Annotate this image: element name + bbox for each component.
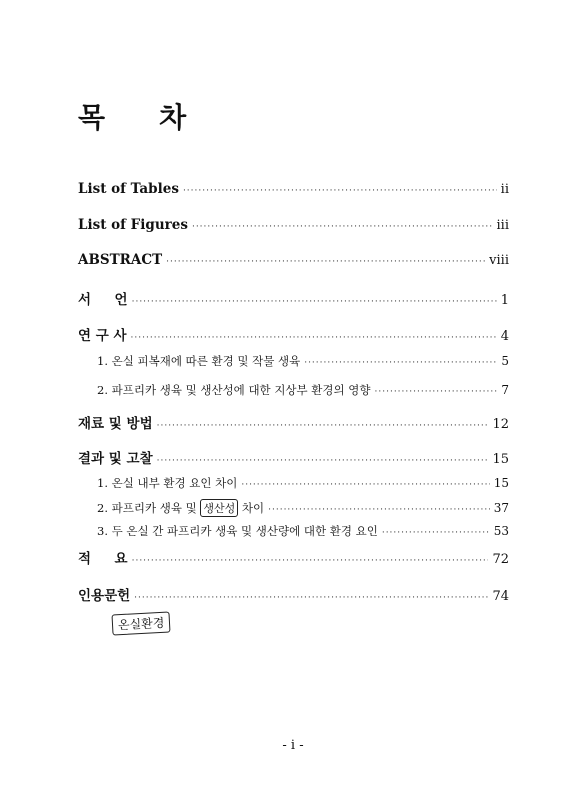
handwritten-note: 온실환경 <box>111 611 170 635</box>
toc-entry-label: 3. 두 온실 간 파프리카 생육 및 생산량에 대한 환경 요인 <box>97 524 378 538</box>
page-number-footer: - i - <box>282 738 304 753</box>
toc-entry-label-suffix: 차이 <box>238 501 265 515</box>
toc-entry-label-prefix: 2. 파프리카 생육 및 <box>97 501 201 515</box>
toc-entry-page: 7 <box>501 383 509 397</box>
dot-leader <box>304 358 497 368</box>
toc-entry-label: List of Figures <box>78 217 188 233</box>
dot-leader <box>192 222 493 232</box>
dot-leader <box>166 257 485 267</box>
toc-entry-literature-review[interactable] <box>78 324 509 344</box>
dot-leader <box>183 186 497 196</box>
toc-entry-abstract[interactable] <box>78 252 509 268</box>
toc-entry-page: 12 <box>492 417 509 432</box>
toc-subentry-review-2[interactable] <box>97 382 509 398</box>
dot-leader <box>268 505 490 515</box>
toc-entry-page: 4 <box>500 329 509 344</box>
dot-leader <box>132 556 489 566</box>
toc-subentry-results-1[interactable] <box>97 475 509 491</box>
toc-entry-page: 15 <box>492 452 509 467</box>
toc-entry-list-of-tables[interactable] <box>78 181 509 197</box>
toc-entry-label: List of Tables <box>78 181 179 197</box>
toc-entry-page: 53 <box>493 524 509 538</box>
toc-entry-label: 1. 온실 피복재에 따른 환경 및 작물 생육 <box>97 354 301 368</box>
dot-leader <box>131 333 497 343</box>
toc-entry-page: 74 <box>492 589 509 604</box>
title-part-2: 차 <box>159 101 187 134</box>
toc-entry-label: 연 구 사 <box>78 328 127 344</box>
toc-entry-label <box>97 499 264 517</box>
toc-entry-label: 인용문헌 <box>78 588 131 604</box>
toc-entry-references[interactable] <box>78 584 509 604</box>
dot-leader <box>241 480 489 490</box>
dot-leader <box>157 456 489 466</box>
title-part-1: 목 <box>78 101 106 134</box>
toc-entry-page: ii <box>500 182 509 197</box>
dot-leader <box>134 593 488 603</box>
toc-entry-label: 서 언 <box>78 292 128 308</box>
toc-entry-page: 5 <box>501 354 509 368</box>
toc-entry-results-discussion[interactable] <box>78 447 509 467</box>
toc-entry-label: 결과 및 고찰 <box>78 451 153 467</box>
toc-entry-list-of-figures[interactable] <box>78 217 509 233</box>
toc-entry-label: 재료 및 방법 <box>78 416 153 432</box>
toc-entry-materials-methods[interactable] <box>78 412 509 432</box>
dot-leader <box>382 528 490 538</box>
toc-entry-page: viii <box>489 253 509 268</box>
toc-subentry-results-2[interactable] <box>97 499 509 517</box>
toc-entry-page: 72 <box>492 552 509 567</box>
toc-entry-label: 2. 파프리카 생육 및 생산성에 대한 지상부 환경의 영향 <box>97 383 371 397</box>
toc-entry-summary[interactable] <box>78 547 509 567</box>
toc-entry-page: 37 <box>493 501 509 515</box>
toc-entry-label: ABSTRACT <box>78 252 163 268</box>
handwritten-box-annotation: 생산성 <box>200 499 238 517</box>
toc-subentry-results-3[interactable] <box>97 523 509 539</box>
toc-entry-page: iii <box>496 218 509 233</box>
toc-entry-label: 적 요 <box>78 551 128 567</box>
toc-entry-page: 1 <box>500 293 509 308</box>
dot-leader <box>132 297 497 307</box>
toc-entry-page: 15 <box>493 476 509 490</box>
dot-leader <box>375 387 498 397</box>
dot-leader <box>157 421 489 431</box>
toc-entry-introduction[interactable] <box>78 288 509 308</box>
toc-subentry-review-1[interactable] <box>97 353 509 369</box>
toc-entry-label: 1. 온실 내부 환경 요인 차이 <box>97 476 238 490</box>
